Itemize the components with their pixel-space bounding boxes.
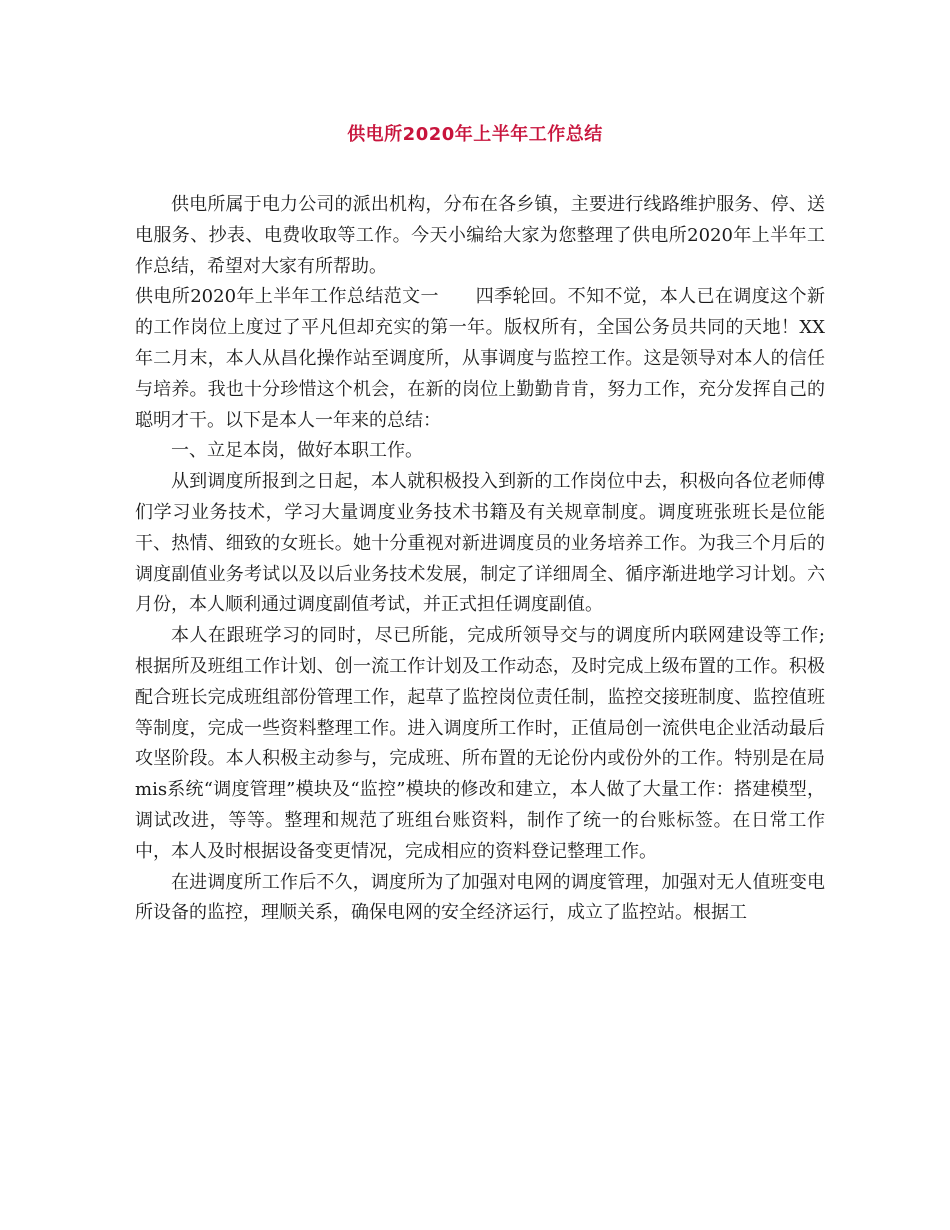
paragraph-body: 在进调度所工作后不久，调度所为了加强对电网的调度管理，加强对无人值班变电所设备的监控，理顺关系，确保电网的安全经济运行，成立了监控站。根据工 [135, 871, 825, 924]
document-title: 供电所2020年上半年工作总结 [347, 124, 603, 145]
paragraph-body: 本人在跟班学习的同时，尽已所能，完成所领导交与的调度所内联网建设等工作;根据所及班组工作计划、创一流工作计划及工作动态，及时完成上级布置的工作。积极配合班长完成班组部份管理工作，起草了监控岗位责任制，监控交接班制度、监控值班等制度，完成一些资料整理工作。进入调度所工作时，正值局创一流供电企业活动最后攻坚阶段。本人积极主动参与，完成班、所布置的无论份内或份外的工作。特别是在局mis系统“调度管理”模块及“监控”模块的修改和建立，本人做了大量工作：搭建模型，调试改进，等等。整理和规范了班组台账资料，制作了统一的台账标签。在日常工作中，本人及时根据设备变更情况，完成相应的资料登记整理工作。 [135, 625, 825, 862]
paragraph-sample-heading: 供电所2020年上半年工作总结范文一 四季轮回。不知不觉，本人已在调度这个新的工作岗位上度过了平凡但却充实的第一年。版权所有，全国公务员共同的天地！XX年二月末，本人从昌化操作站至调度所，从事调度与监控工作。这是领导对本人的信任与培养。我也十分珍惜这个机会，在新的岗位上勤勤肯肯，努力工作，充分发挥自己的聪明才干。以下是本人一年来的总结： [135, 286, 825, 431]
document-body [135, 190, 825, 929]
paragraph-intro: 供电所属于电力公司的派出机构，分布在各乡镇，主要进行线路维护服务、停、送电服务、抄表、电费收取等工作。今天小编给大家为您整理了供电所2020年上半年工作总结，希望对大家有所帮助。 [135, 194, 825, 277]
paragraph-body: 从到调度所报到之日起，本人就积极投入到新的工作岗位中去，积极向各位老师傅们学习业务技术，学习大量调度业务技术书籍及有关规章制度。调度班张班长是位能干、热情、细致的女班长。她十分重视对新进调度员的业务培养工作。为我三个月后的调度副值业务考试以及以后业务技术发展，制定了详细周全、循序渐进地学习计划。六月份，本人顺利通过调度副值考试，并正式担任调度副值。 [135, 471, 825, 616]
section-heading-1: 一、立足本岗，做好本职工作。 [171, 440, 423, 462]
